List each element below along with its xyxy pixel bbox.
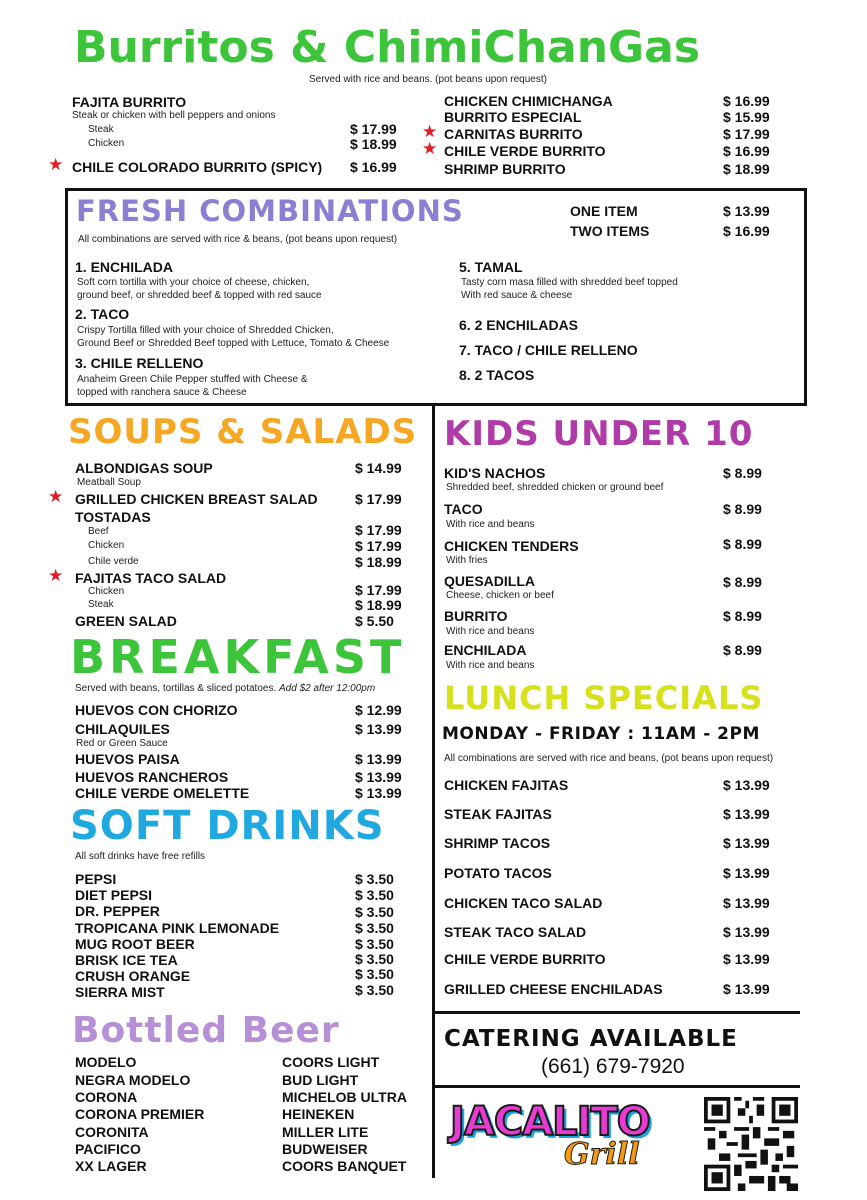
qr-code-icon[interactable] xyxy=(704,1097,798,1191)
beer-heineken: HEINEKEN xyxy=(282,1106,355,1122)
tostada-beef: Beef xyxy=(88,526,109,537)
fajitas-chicken-price: $ 17.99 xyxy=(355,582,402,598)
beer-negra-modelo: NEGRA MODELO xyxy=(75,1072,191,1088)
lunch-chile-verde-burrito: CHILE VERDE BURRITO xyxy=(444,951,606,967)
star-icon: ★ xyxy=(422,122,438,141)
green-salad-price: $ 5.50 xyxy=(355,613,394,629)
burritos-note: Served with rice and beans. (pot beans upon request) xyxy=(309,74,547,85)
drink-dr-pepper: DR. PEPPER xyxy=(75,903,160,919)
combo-chile-relleno: 3. CHILE RELLENO xyxy=(75,355,204,371)
kids-burrito-desc: With rice and beans xyxy=(446,626,535,637)
kids-quesadilla: QUESADILLA xyxy=(444,573,535,589)
drink-crush-orange-price: $ 3.50 xyxy=(355,966,394,982)
drink-crush-orange: CRUSH ORANGE xyxy=(75,968,191,984)
beer-budweiser: BUDWEISER xyxy=(282,1141,368,1157)
beer-coors-banquet: COORS BANQUET xyxy=(282,1158,407,1174)
kids-taco-price: $ 8.99 xyxy=(723,501,762,517)
combinations-note: All combinations are served with rice & beans, (pot beans upon request) xyxy=(78,234,398,245)
soups-title: SOUPS & SALADS xyxy=(68,412,418,452)
lunch-chicken-taco-salad-price: $ 13.99 xyxy=(723,895,770,911)
star-icon: ★ xyxy=(48,566,64,585)
drink-diet-pepsi-price: $ 3.50 xyxy=(355,887,394,903)
kids-enchilada: ENCHILADA xyxy=(444,642,527,658)
kids-chicken-tenders-price: $ 8.99 xyxy=(723,536,762,552)
fajitas-chicken: Chicken xyxy=(88,586,125,597)
beer-coronita: CORONITA xyxy=(75,1124,149,1140)
breakfast-title: BREAKFAST xyxy=(70,630,406,684)
lunch-chicken-fajitas-price: $ 13.99 xyxy=(723,777,770,793)
chile-colorado-price: $ 16.99 xyxy=(350,159,397,175)
shrimp-burrito-price: $ 18.99 xyxy=(723,161,770,177)
lunch-steak-taco-salad: STEAK TACO SALAD xyxy=(444,924,587,940)
combo-enchilada-desc-2: ground beef, or shredded beef & topped with red sauce xyxy=(77,290,322,301)
catering-divider-top xyxy=(432,1011,800,1014)
combo-2-tacos: 8. 2 TACOS xyxy=(459,367,535,383)
kids-chicken-tenders: CHICKEN TENDERS xyxy=(444,538,579,554)
combo-taco: 2. TACO xyxy=(75,306,130,322)
chicken-chimichanga: CHICKEN CHIMICHANGA xyxy=(444,93,613,109)
lunch-steak-fajitas: STEAK FAJITAS xyxy=(444,806,552,822)
drink-dr-pepper-price: $ 3.50 xyxy=(355,904,394,920)
one-item-price: $ 13.99 xyxy=(723,203,770,219)
kids-nachos: KID'S NACHOS xyxy=(444,465,546,481)
lunch-chicken-fajitas: CHICKEN FAJITAS xyxy=(444,777,569,793)
shrimp-burrito: SHRIMP BURRITO xyxy=(444,161,566,177)
drink-mug-root-beer-price: $ 3.50 xyxy=(355,936,394,952)
burrito-especial-price: $ 15.99 xyxy=(723,109,770,125)
column-divider xyxy=(432,406,435,1178)
catering-title: CATERING AVAILABLE xyxy=(444,1026,738,1052)
fajita-steak-price: $ 17.99 xyxy=(350,121,397,137)
drink-tropicana-price: $ 3.50 xyxy=(355,920,394,936)
green-salad: GREEN SALAD xyxy=(75,613,177,629)
albondigas-desc: Meatball Soup xyxy=(77,477,141,488)
soft-drinks-note: All soft drinks have free refills xyxy=(75,851,206,862)
two-items-price: $ 16.99 xyxy=(723,223,770,239)
beer-michelob-ultra: MICHELOB ULTRA xyxy=(282,1089,407,1105)
grilled-chicken-salad-price: $ 17.99 xyxy=(355,491,402,507)
kids-quesadilla-desc: Cheese, chicken or beef xyxy=(446,590,554,601)
fajitas-steak: Steak xyxy=(88,599,114,610)
lunch-steak-taco-salad-price: $ 13.99 xyxy=(723,924,770,940)
drink-pepsi-price: $ 3.50 xyxy=(355,871,394,887)
chicken-chimichanga-price: $ 16.99 xyxy=(723,93,770,109)
lunch-hours: MONDAY - FRIDAY : 11AM - 2PM xyxy=(442,724,760,744)
fajitas-steak-price: $ 18.99 xyxy=(355,597,402,613)
breakfast-note-main: Served with beans, tortillas & sliced potatoes. xyxy=(75,683,277,694)
beer-corona: CORONA xyxy=(75,1089,138,1105)
tostada-beef-price: $ 17.99 xyxy=(355,522,402,538)
drink-sierra-mist: SIERRA MIST xyxy=(75,984,165,1000)
breakfast-note-extra: Add $2 after 12:00pm xyxy=(279,683,376,694)
star-icon: ★ xyxy=(48,487,64,506)
lunch-chicken-taco-salad: CHICKEN TACO SALAD xyxy=(444,895,603,911)
grilled-chicken-salad: GRILLED CHICKEN BREAST SALAD xyxy=(75,491,318,507)
chile-verde-burrito-price: $ 16.99 xyxy=(723,143,770,159)
combo-tamal: 5. TAMAL xyxy=(459,259,523,275)
tostadas: TOSTADAS xyxy=(75,509,151,525)
combo-taco-chile-relleno: 7. TACO / CHILE RELLENO xyxy=(459,342,638,358)
combo-chile-relleno-desc-2: topped with ranchera sauce & Cheese xyxy=(77,387,247,398)
chile-verde-omelette-price: $ 13.99 xyxy=(355,785,402,801)
kids-burrito: BURRITO xyxy=(444,608,508,624)
drink-mug-root-beer: MUG ROOT BEER xyxy=(75,936,195,952)
lunch-grilled-cheese-enchiladas-price: $ 13.99 xyxy=(723,981,770,997)
fajita-burrito: FAJITA BURRITO xyxy=(72,94,187,110)
kids-nachos-price: $ 8.99 xyxy=(723,465,762,481)
lunch-chile-verde-burrito-price: $ 13.99 xyxy=(723,951,770,967)
fajita-chicken-price: $ 18.99 xyxy=(350,136,397,152)
fajita-chicken: Chicken xyxy=(88,138,125,149)
combo-enchilada-desc-1: Soft corn tortilla with your choice of cheese, chicken, xyxy=(77,277,310,288)
huevos-rancheros: HUEVOS RANCHEROS xyxy=(75,769,229,785)
two-items: TWO ITEMS xyxy=(570,223,650,239)
kids-enchilada-desc: With rice and beans xyxy=(446,660,535,671)
kids-quesadilla-price: $ 8.99 xyxy=(723,574,762,590)
tostada-chicken: Chicken xyxy=(88,540,125,551)
chile-verde-burrito: CHILE VERDE BURRITO xyxy=(444,143,606,159)
combo-enchilada: 1. ENCHILADA xyxy=(75,259,174,275)
combo-taco-desc-2: Ground Beef or Shredded Beef topped with Lettuce, Tomato & Cheese xyxy=(77,338,390,349)
kids-nachos-desc: Shredded beef, shredded chicken or ground beef xyxy=(446,482,664,493)
tostada-chicken-price: $ 17.99 xyxy=(355,538,402,554)
lunch-potato-tacos: POTATO TACOS xyxy=(444,865,552,881)
drink-brisk-ice-tea-price: $ 3.50 xyxy=(355,951,394,967)
star-icon: ★ xyxy=(422,139,438,158)
huevos-con-chorizo-price: $ 12.99 xyxy=(355,702,402,718)
burritos-title: Burritos & ChimiChanGas xyxy=(74,22,701,73)
kids-burrito-price: $ 8.99 xyxy=(723,608,762,624)
huevos-paisa-price: $ 13.99 xyxy=(355,751,402,767)
chilaquiles-price: $ 13.99 xyxy=(355,721,402,737)
chile-verde-omelette: CHILE VERDE OMELETTE xyxy=(75,785,250,801)
combo-tamal-desc-1: Tasty corn masa filled with shredded beef topped xyxy=(461,277,678,288)
combo-chile-relleno-desc-1: Anaheim Green Chile Pepper stuffed with Cheese & xyxy=(77,374,308,385)
burrito-especial: BURRITO ESPECIAL xyxy=(444,109,582,125)
lunch-grilled-cheese-enchiladas: GRILLED CHEESE ENCHILADAS xyxy=(444,981,663,997)
lunch-note: All combinations are served with rice and beans, (pot beans upon request) xyxy=(444,753,774,764)
combo-2-enchiladas: 6. 2 ENCHILADAS xyxy=(459,317,579,333)
huevos-con-chorizo: HUEVOS CON CHORIZO xyxy=(75,702,238,718)
lunch-potato-tacos-price: $ 13.99 xyxy=(723,865,770,881)
catering-phone: (661) 679-7920 xyxy=(541,1055,685,1078)
chilaquiles: CHILAQUILES xyxy=(75,721,170,737)
lunch-shrimp-tacos-price: $ 13.99 xyxy=(723,835,770,851)
beer-corona-premier: CORONA PREMIER xyxy=(75,1106,205,1122)
fajitas-taco-salad: FAJITAS TACO SALAD xyxy=(75,570,227,586)
kids-title: KIDS UNDER 10 xyxy=(444,414,754,454)
bottled-beer-title: Bottled Beer xyxy=(72,1010,340,1051)
huevos-paisa: HUEVOS PAISA xyxy=(75,751,180,767)
albondigas-soup: ALBONDIGAS SOUP xyxy=(75,460,213,476)
lunch-title: LUNCH SPECIALS xyxy=(444,679,764,717)
soft-drinks-title: SOFT DRINKS xyxy=(70,803,385,849)
drink-brisk-ice-tea: BRISK ICE TEA xyxy=(75,952,178,968)
beer-modelo: MODELO xyxy=(75,1054,137,1070)
fajita-steak: Steak xyxy=(88,124,114,135)
star-icon: ★ xyxy=(48,155,64,174)
huevos-rancheros-price: $ 13.99 xyxy=(355,769,402,785)
drink-pepsi: PEPSI xyxy=(75,871,117,887)
drink-tropicana: TROPICANA PINK LEMONADE xyxy=(75,920,280,936)
lunch-steak-fajitas-price: $ 13.99 xyxy=(723,806,770,822)
catering-divider-bottom xyxy=(432,1085,800,1088)
combinations-title: FRESH COMBINATIONS xyxy=(76,194,464,228)
fajita-burrito-desc: Steak or chicken with bell peppers and onions xyxy=(72,110,276,121)
chilaquiles-desc: Red or Green Sauce xyxy=(76,738,168,749)
combo-taco-desc-1: Crispy Tortilla filled with your choice of Shredded Chicken, xyxy=(77,325,334,336)
kids-taco-desc: With rice and beans xyxy=(446,519,535,530)
beer-pacifico: PACIFICO xyxy=(75,1141,141,1157)
drink-sierra-mist-price: $ 3.50 xyxy=(355,982,394,998)
kids-enchilada-price: $ 8.99 xyxy=(723,642,762,658)
carnitas-burrito: CARNITAS BURRITO xyxy=(444,126,583,142)
beer-miller-lite: MILLER LITE xyxy=(282,1124,369,1140)
albondigas-soup-price: $ 14.99 xyxy=(355,460,402,476)
carnitas-burrito-price: $ 17.99 xyxy=(723,126,770,142)
logo-grill: Grill xyxy=(564,1137,640,1172)
drink-diet-pepsi: DIET PEPSI xyxy=(75,887,153,903)
beer-xx-lager: XX LAGER xyxy=(75,1158,147,1174)
beer-bud-light: BUD LIGHT xyxy=(282,1072,359,1088)
breakfast-note xyxy=(75,683,375,695)
lunch-shrimp-tacos: SHRIMP TACOS xyxy=(444,835,551,851)
chile-colorado-burrito: CHILE COLORADO BURRITO (SPICY) xyxy=(72,159,323,175)
one-item: ONE ITEM xyxy=(570,203,638,219)
kids-taco: TACO xyxy=(444,501,483,517)
jacalito-logo xyxy=(446,1098,686,1188)
combo-tamal-desc-2: With red sauce & cheese xyxy=(461,290,573,301)
tostada-chile-verde: Chile verde xyxy=(88,556,139,567)
kids-chicken-tenders-desc: With fries xyxy=(446,555,488,566)
beer-coors-light: COORS LIGHT xyxy=(282,1054,380,1070)
tostada-chile-verde-price: $ 18.99 xyxy=(355,554,402,570)
logo-text: JACALITO xyxy=(450,1099,650,1145)
